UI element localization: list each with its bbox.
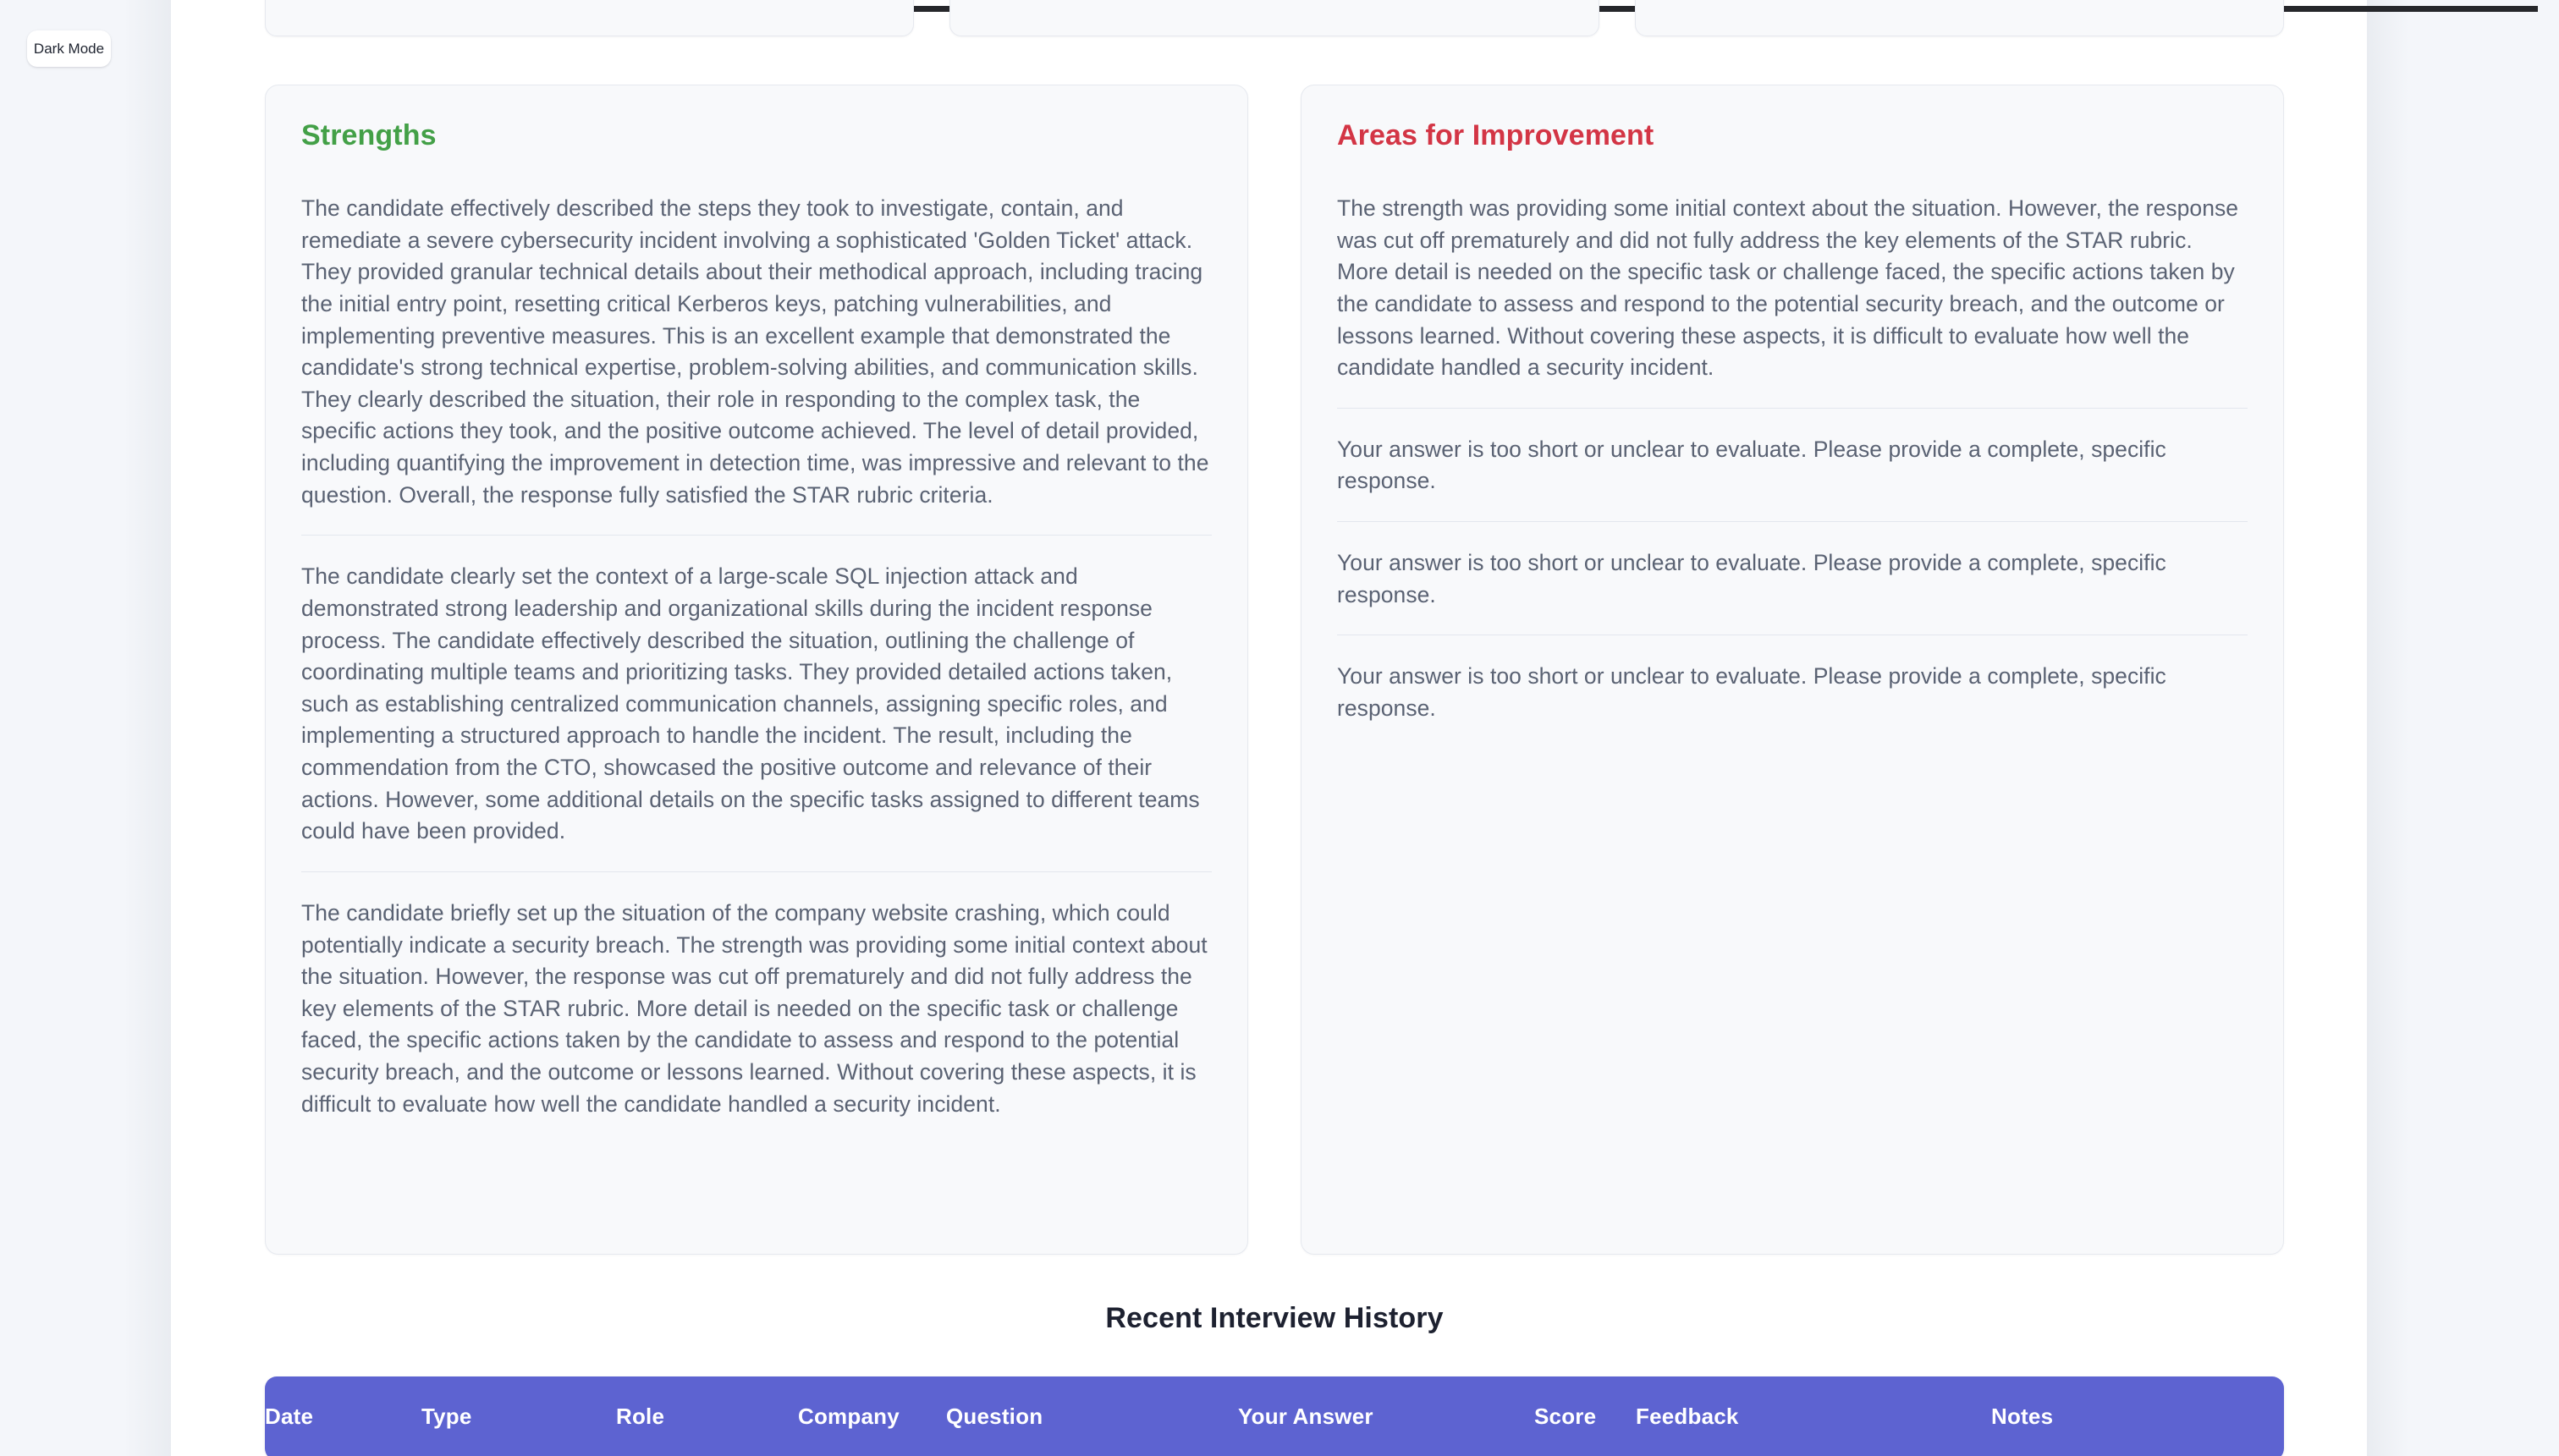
column-header-date[interactable]: Date xyxy=(265,1376,421,1456)
column-header-role[interactable]: Role xyxy=(616,1376,798,1456)
column-header-type[interactable]: Type xyxy=(421,1376,616,1456)
dark-mode-toggle-button[interactable] xyxy=(27,30,111,67)
improvement-item: The strength was providing some initial context about the situation. However, the response was cut off prematurely and did not fully address the key elements of the STAR rubric. More detail is needed on the specific task or challenge faced, the specific actions taken by the candidate to assess and respond to the potential security breach, and the outcome or lessons learned. Without covering these aspects, it is difficult to evaluate how well the candidate handled a security incident. xyxy=(1337,195,2239,381)
strength-item: The candidate briefly set up the situation of the company website crashing, which could potentially indicate a security breach. The strength was providing some initial context about the situation. However, the response was cut off prematurely and did not fully address the key elements of the STAR rubric. More detail is needed on the specific task or challenge faced, the specific actions taken by the candidate to assess and respond to the potential security breach, and the outcome or lessons learned. Without covering these aspects, it is difficult to evaluate how well the candidate handled a security incident. xyxy=(301,871,1212,1120)
column-header-feedback[interactable]: Feedback xyxy=(1636,1376,1991,1456)
page-gutter-left xyxy=(0,0,171,1456)
column-header-company[interactable]: Company xyxy=(798,1376,946,1456)
column-header-score[interactable]: Score xyxy=(1534,1376,1636,1456)
areas-for-improvement-panel xyxy=(1301,85,2284,1255)
areas-for-improvement-title: Areas for Improvement xyxy=(1337,119,1654,151)
stat-card xyxy=(265,0,914,36)
history-section-title: Recent Interview History xyxy=(1105,1302,1444,1334)
stat-cards-row xyxy=(265,0,2284,36)
improvement-item: Your answer is too short or unclear to evaluate. Please provide a complete, specific response. xyxy=(1337,521,2248,635)
history-table-head xyxy=(265,1376,2284,1456)
strengths-title: Strengths xyxy=(301,119,437,151)
history-header-row xyxy=(265,1376,2284,1456)
page-gutter-right xyxy=(2367,0,2559,1456)
stat-card xyxy=(949,0,1599,36)
areas-list xyxy=(1337,193,2248,725)
history-table xyxy=(265,1376,2284,1456)
main-content xyxy=(171,6,2367,1456)
column-header-notes[interactable]: Notes xyxy=(1991,1376,2284,1456)
stat-card xyxy=(1635,0,2284,36)
history-table-container xyxy=(265,1376,2284,1456)
improvement-item: Your answer is too short or unclear to evaluate. Please provide a complete, specific response. xyxy=(1337,635,2248,724)
strengths-panel xyxy=(265,85,1248,1255)
strength-item: The candidate clearly set the context of a large-scale SQL injection attack and demonstrated strong leadership and organizational skills during the incident response process. The candidate effectively described the situation, outlining the challenge of coordinating multiple teams and prioritizing tasks. They provided detailed actions taken, such as establishing centralized communication channels, assigning specific roles, and implementing a structured approach to handle the incident. The result, including the commendation from the CTO, showcased the positive outcome and relevance of their actions. However, some additional details on the specific tasks assigned to different teams could have been provided. xyxy=(301,535,1212,871)
column-header-question[interactable]: Question xyxy=(946,1376,1238,1456)
strength-item: The candidate effectively described the steps they took to investigate, contain, and remediate a severe cybersecurity incident involving a sophisticated 'Golden Ticket' attack. They provided granular technical details about their methodical approach, including tracing the initial entry point, resetting critical Kerberos keys, patching vulnerabilities, and implementing preventive measures. This is an excellent example that demonstrated the candidate's strong technical expertise, problem-solving abilities, and communication skills. They clearly described the situation, their role in responding to the complex task, the specific actions they took, and the positive outcome achieved. The level of detail provided, including quantifying the improvement in detection time, was impressive and relevant to the question. Overall, the response fully satisfied the STAR rubric criteria. xyxy=(301,195,1209,508)
improvement-item: Your answer is too short or unclear to evaluate. Please provide a complete, specific response. xyxy=(1337,408,2248,521)
feedback-panels-row xyxy=(265,85,2284,1255)
dark-mode-label: Dark Mode xyxy=(33,40,105,57)
column-header-your-answer[interactable]: Your Answer xyxy=(1238,1376,1534,1456)
strengths-list xyxy=(301,193,1212,1120)
